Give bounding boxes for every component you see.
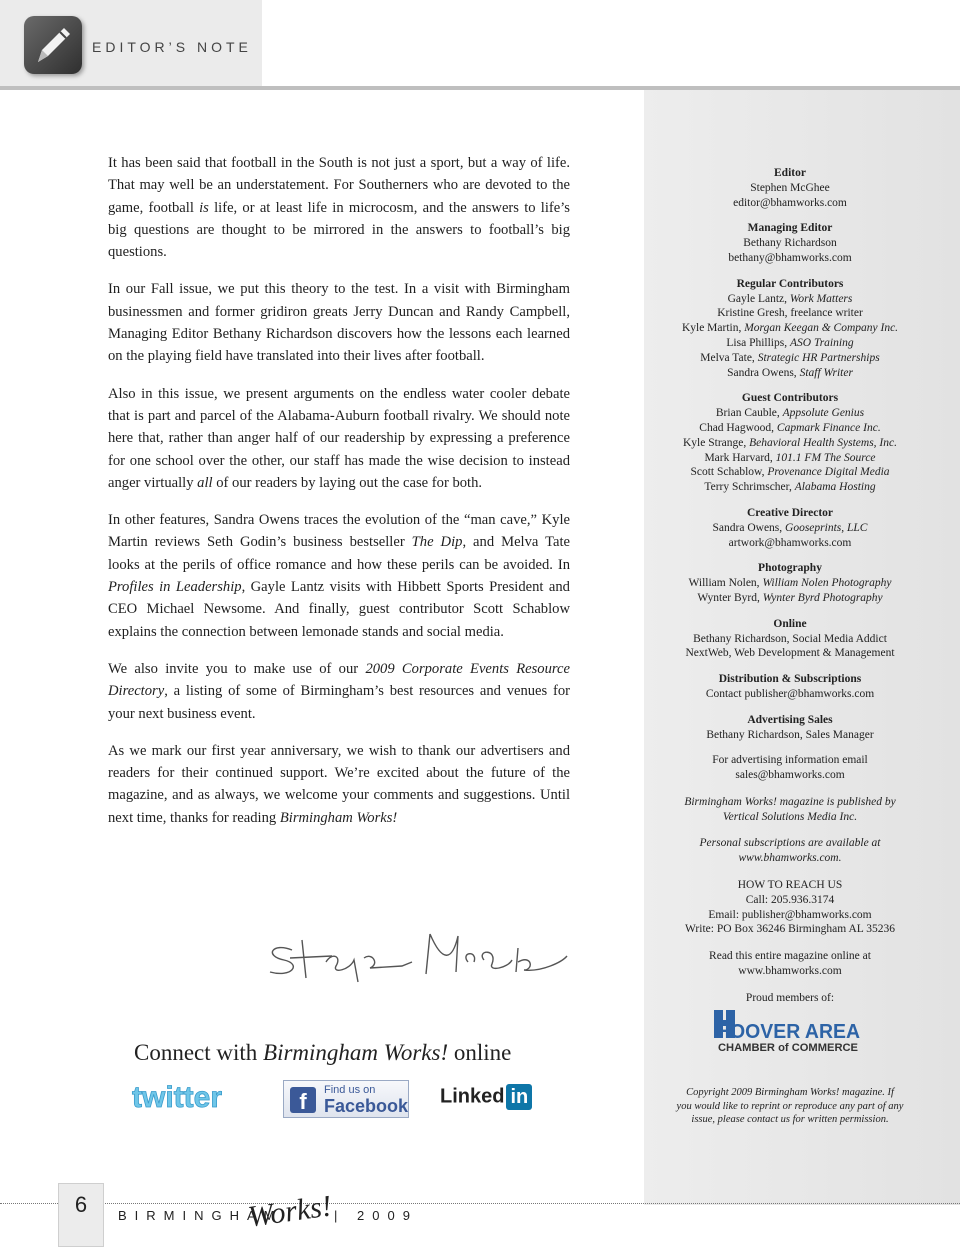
email-link: editor@bhamworks.com (733, 196, 847, 209)
twitter-logo[interactable] (130, 1080, 252, 1114)
email-link: bethany@bhamworks.com (728, 251, 852, 264)
list-item: Brian Cauble, Appsolute Genius (715, 407, 865, 420)
proud-members-label: Proud members of: (745, 991, 835, 1004)
copyright-notice: Copyright 2009 Birmingham Works! magazine. If you would like to reprint or reproduce any part of any issue, please contact us for written permission. (676, 1087, 904, 1125)
linkedin-text: Linked (440, 1085, 505, 1108)
masthead-heading: Managing Editor (747, 222, 833, 235)
list-item: Kyle Strange, Behavioral Health Systems, Inc. (683, 436, 897, 449)
masthead-heading: Advertising Sales (747, 713, 833, 726)
list-item: Kristine Gresh, freelance writer (717, 307, 863, 320)
editor-note-body (108, 152, 570, 844)
masthead-heading: Guest Contributors (741, 392, 839, 405)
paragraph: We also invite you to make use of our 2009 Corporate Events Resource Directory, a listing of some of Birmingham’s best resources and venues for your next business event. (108, 660, 570, 722)
page-number-box (58, 1183, 104, 1247)
hoover-chamber-logo (712, 1006, 862, 1054)
paragraph: It has been said that football in the South is not just a sport, but a way of life. That may well be an understatement. For Southerners who are devoted to the game, football is life, or at least life in microcosm, and the answers to life’s big questions are thought to be mirrored in the answers to football’s big questions. (108, 155, 570, 261)
list-item: William Nolen, William Nolen Photography (688, 577, 892, 590)
list-item: Gayle Lantz, Work Matters (727, 292, 853, 305)
footer-works-script: Works! (246, 1189, 334, 1234)
paragraph: In other features, Sandra Owens traces the evolution of the “man cave,” Kyle Martin reviews Seth Godin’s business bestseller The Dip, and Melva Tate looks at the perils of office romance and how these perils can be avoided. In Profiles in Leadership, Gayle Lantz visits with Hibbett Sports President and CEO Michael Newsome. And finally, guest contributor Scott Schablow explains the connection between lemonade stands and social media. (108, 512, 570, 640)
section-title: EDITOR’S NOTE (92, 39, 252, 55)
list-item: Terry Schrimscher, Alabama Hosting (704, 481, 876, 494)
facebook-button[interactable] (283, 1080, 409, 1118)
list-item: Lisa Phillips, ASO Training (726, 336, 854, 349)
masthead-heading: Regular Contributors (736, 277, 844, 290)
list-item: Mark Harvard, 101.1 FM The Source (704, 451, 876, 464)
editor-signature (262, 922, 572, 1002)
facebook-icon: f (290, 1087, 316, 1113)
page-number: 6 (74, 1192, 88, 1217)
list-item: Scott Schablow, Provenance Digital Media (690, 466, 890, 479)
pen-icon (24, 16, 82, 74)
footer-year: | 2009 (334, 1208, 418, 1223)
facebook-label: Facebook (324, 1096, 409, 1116)
paragraph: Also in this issue, we present arguments on the endless water cooler debate that is part and parcel of the Alabama-Auburn football rivalry. We should note here that, rather than anger half of our readership by expressing a preference for one school over the other, our staff has made the wise decision to instead anger virtually all of our readers by laying out the case for both. (108, 385, 570, 491)
masthead-heading: Online (773, 617, 807, 630)
list-item: Chad Hagwood, Capmark Finance Inc. (699, 421, 881, 434)
linkedin-logo[interactable] (440, 1084, 532, 1110)
list-item: Sandra Owens, Staff Writer (727, 366, 853, 379)
masthead-heading: Distribution & Subscriptions (718, 673, 862, 686)
facebook-small-label: Find us on (324, 1084, 376, 1096)
hoover-title: HOOVER AREA (716, 1021, 860, 1043)
list-item: Melva Tate, Strategic HR Partnerships (700, 351, 880, 364)
paragraph: In our Fall issue, we put this theory to the test. In a visit with Birmingham businessmen and former gridiron greats Jerry Duncan and Randy Campbell, Managing Editor Bethany Richardson discovers how the lessons each learned on the playing field have translated into their lives after football. (108, 281, 570, 365)
paragraph: As we mark our first year anniversary, we wish to thank our advertisers and readers for their continued support. We’re excited about the future of the magazine, and as always, we welcome your comments and suggestions. Until next time, thanks for reading Birmingham Works! (108, 742, 570, 826)
footer-divider (0, 1203, 960, 1204)
chamber-subtitle: CHAMBER of COMMERCE (718, 1042, 858, 1054)
connect-heading: Connect with Birmingham Works! online (134, 1040, 512, 1065)
footer-magazine-name: BIRMINGHAM (118, 1208, 283, 1223)
list-item: Kyle Martin, Morgan Keegan & Company Inc. (681, 322, 899, 335)
masthead-heading: Photography (758, 562, 822, 575)
masthead-heading: Editor (774, 167, 806, 179)
header-band (0, 0, 262, 88)
twitter-text: twitter (132, 1081, 222, 1114)
email-link: artwork@bhamworks.com (728, 536, 852, 549)
linkedin-icon: in (506, 1084, 532, 1110)
masthead: Editor Stephen McGhee editor@bhamworks.com Managing Editor Bethany Richardson bethany@bhamworks.com Regular Contributors Gayle Lantz, Work Matters Kristine Gresh, freelance writer Kyle Martin, Morgan Keegan & Company Inc. Lisa Phillips, ASO Training Melva Tate, Strategic HR Partnerships Sandra Owens, Staff Writer Guest Contributors Brian Cauble, Appsolute Genius Chad Hagwood, Capmark Finance Inc. Kyle Strange, Behavioral Health Systems, Inc. Mark Harvard, 101.1 FM The Source Scott Schablow, Provenance Digital Media Terry Schrimscher, Alabama Hosting Creative Director Sandra Owens, Gooseprints, LLC artwork@bhamworks.com Photography William Nolen, William Nolen Photography Wynter Byrd, Wynter Byrd Photography Online Bethany Richardson, Social Media Addict NextWeb, Web Development & Management Distribution & Subscriptions Contact publisher@bhamworks.com Advertising Sales Bethany Richardson, Sales Manager For advertising information email sales@bhamworks.com Birmingham Works! magazine is published by Vertical Solutions Media Inc. Personal subscriptions are available at www.bhamworks.com. HOW TO REACH US Call: 205.936.3174 Email: publisher@bhamworks.com Write: PO Box 36246 Birmingham AL 35236 Read this entire magazine online at www.bhamworks.com Proud members of: (668, 166, 912, 1006)
list-item: Wynter Byrd, Wynter Byrd Photography (697, 591, 883, 604)
masthead-heading: Creative Director (746, 506, 834, 519)
